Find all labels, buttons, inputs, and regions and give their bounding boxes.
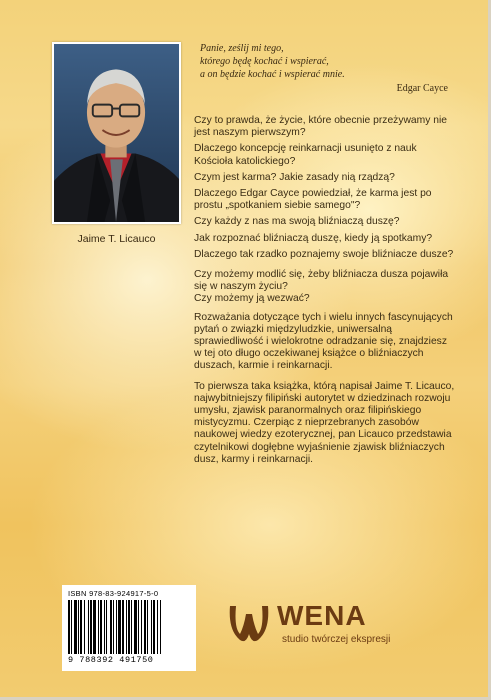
- question-item: Dlaczego tak rzadko poznajemy swoje bliźniacze dusze?: [194, 248, 454, 260]
- wena-w-logo-icon: [226, 600, 272, 646]
- question-item: Jak rozpoznać bliźniaczą duszę, kiedy ją spotkamy?: [194, 232, 433, 244]
- question-item: Dlaczego Edgar Cayce powiedział, że karma jest po prostu „spotkaniem siebie samego"?: [194, 188, 432, 212]
- question-item: Czym jest karma? Jakie zasady nią rządzą?: [194, 171, 395, 183]
- epigraph-quote: [200, 42, 450, 81]
- question-item: Dlaczego koncepcję reinkarnacji usunięto z nauk Kościoła katolickiego?: [194, 143, 417, 167]
- author-name-caption: Jaime T. Licauco: [77, 233, 156, 245]
- epigraph-line: którego będę kochać i wspierać,: [200, 56, 329, 67]
- question-item: Czy możemy modlić się, żeby bliźniacza dusza pojawiła się w naszym życiu?: [194, 269, 449, 293]
- question-item: Czy możemy ją wezwać?: [194, 293, 310, 305]
- isbn-label: ISBN 978-83-924917-5-0: [68, 589, 159, 598]
- barcode-bars-icon: [68, 600, 188, 654]
- barcode-digits: 9 788392 491750: [68, 655, 154, 665]
- epigraph-line: a on będzie kochać i wspierać mnie.: [200, 69, 345, 80]
- author-portrait-icon: [54, 44, 179, 222]
- epigraph-author: Edgar Cayce: [396, 83, 448, 94]
- question-item: Czy to prawda, że życie, które obecnie przeżywamy nie jest naszym pierwszym?: [194, 115, 447, 139]
- author-photo: [52, 42, 181, 224]
- publisher-tagline: studio twórczej ekspresji: [282, 634, 391, 645]
- description-paragraph: To pierwsza taka książka, którą napisał Jaime T. Licauco, najwybitniejszy filipiński autorytet w dziedzinach rozwoju umysłu, zjawisk paranormalnych oraz filipińskiego mistycyzmu. Czerpiąc z nieprzebranych zasobów naukowej wiedzy ezoterycznej, pan Licauco przedstawia czytelnikowi dogłębne wyjaśnienie zjawisk bliźniaczych dusz, karmy i reinkarnacji.: [194, 380, 455, 465]
- question-item: Czy każdy z nas ma swoją bliźniaczą duszę?: [194, 216, 400, 228]
- epigraph-line: Panie, ześlij mi tego,: [200, 43, 284, 54]
- publisher-name: WENA: [277, 600, 367, 631]
- isbn-barcode: [62, 585, 196, 671]
- back-cover-blurb: [194, 115, 456, 474]
- description-paragraph: Rozważania dotyczące tych i wielu innych fascynujących pytań o związki międzyludzkie, uniwersalną sprawiedliwość i wielokrotne odradzanie się, znajdziesz w tej oto długo oczekiwanej książce o bliźniaczych duszach, karmie i reinkarnacji.: [194, 311, 453, 372]
